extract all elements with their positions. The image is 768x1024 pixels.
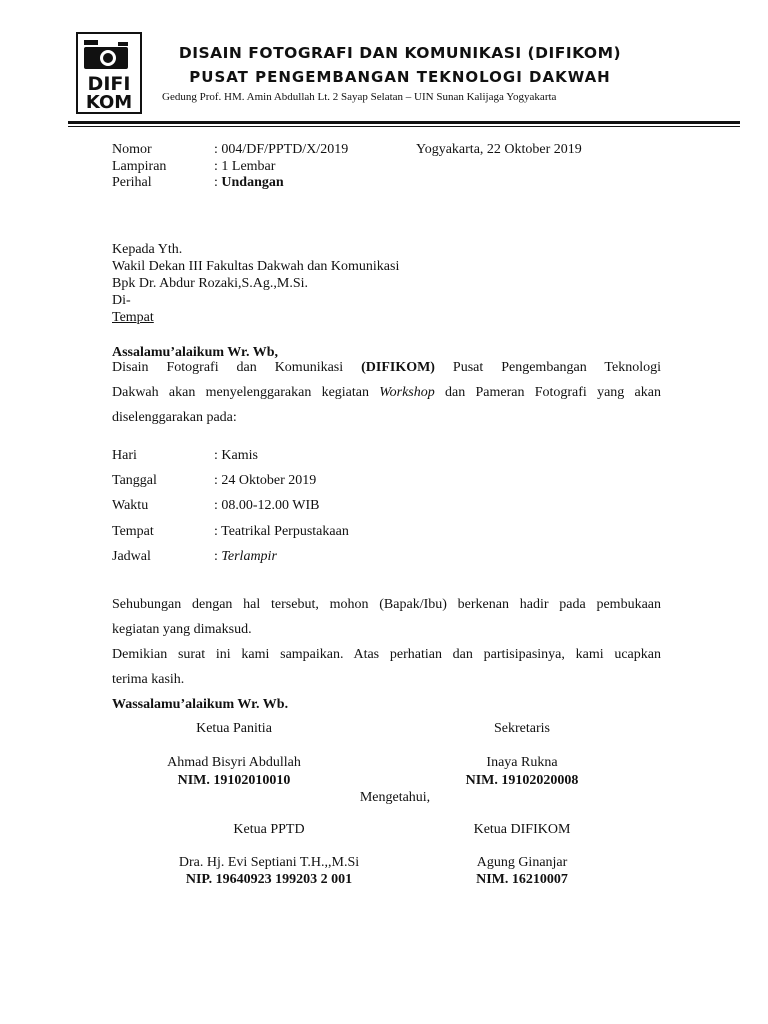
- recipient-line-4: Di-: [112, 293, 131, 308]
- recipient-line-1: Kepada Yth.: [112, 242, 183, 257]
- paragraph-3-line-2: terima kasih.: [112, 672, 185, 687]
- paragraph-3-line-1: Demikian surat ini kami sampaikan. Atas perhatian dan partisipasinya, kami ucapkan: [112, 647, 661, 662]
- ketua-pptd-title: Ketua PPTD: [233, 822, 305, 837]
- sekretaris-title: Sekretaris: [494, 721, 550, 736]
- ketua-difikom-title: Ketua DIFIKOM: [473, 822, 571, 837]
- perihal-value: : Undangan: [214, 175, 284, 190]
- detail-value-hari: : Kamis: [214, 448, 258, 463]
- detail-label-jadwal: Jadwal: [112, 549, 151, 564]
- ketua-panitia-name: Ahmad Bisyri Abdullah: [167, 755, 301, 770]
- paragraph-1-line-1: Disain Fotografi dan Komunikasi (DIFIKOM) Pusat Pengembangan Teknologi: [112, 360, 662, 375]
- recipient-line-3: Bpk Dr. Abdur Rozaki,S.Ag.,M.Si.: [112, 276, 309, 291]
- logo-text-kom: KOM: [85, 92, 133, 112]
- recipient-line-5: Tempat: [112, 310, 154, 325]
- detail-value-jadwal: : Terlampir: [214, 549, 277, 564]
- nomor-value: : 004/DF/PPTD/X/2019: [214, 142, 349, 157]
- closing: Wassalamu’alaikum Wr. Wb.: [112, 697, 289, 712]
- detail-label-waktu: Waktu: [112, 498, 149, 513]
- paragraph-2-line-1: Sehubungan dengan hal tersebut, mohon (Bapak/Ibu) berkenan hadir pada pembukaan: [112, 597, 661, 612]
- detail-value-tanggal: : 24 Oktober 2019: [214, 473, 317, 488]
- sekretaris-id: NIM. 19102020008: [465, 773, 579, 788]
- difikom-logo: [76, 32, 142, 114]
- ketua-panitia-title: Ketua Panitia: [196, 721, 272, 736]
- header-rule-thin: [68, 126, 740, 127]
- letterhead-subtitle: PUSAT PENGEMBANGAN TEKNOLOGI DAKWAH: [189, 68, 611, 86]
- lampiran-value: : 1 Lembar: [214, 159, 276, 174]
- ketua-panitia-id: NIM. 19102010010: [177, 773, 291, 788]
- ketua-difikom-id: NIM. 16210007: [476, 872, 568, 887]
- detail-value-waktu: : 08.00-12.00 WIB: [214, 498, 320, 513]
- paragraph-1-line-2: Dakwah akan menyelenggarakan kegiatan Workshop dan Pameran Fotografi yang akan: [112, 385, 661, 400]
- ketua-pptd-id: NIP. 19640923 199203 2 001: [185, 872, 353, 887]
- detail-label-tempat: Tempat: [112, 524, 154, 539]
- perihal-label: Perihal: [112, 175, 152, 190]
- paragraph-2-line-2: kegiatan yang dimaksud.: [112, 622, 252, 637]
- lampiran-label: Lampiran: [112, 159, 167, 174]
- ketua-difikom-name: Agung Ginanjar: [476, 855, 568, 870]
- detail-label-hari: Hari: [112, 448, 137, 463]
- header-rule-thick: [68, 121, 740, 124]
- ketua-pptd-name: Dra. Hj. Evi Septiani T.H.,,M.Si: [178, 855, 360, 870]
- detail-label-tanggal: Tanggal: [112, 473, 157, 488]
- greeting: Assalamu’alaikum Wr. Wb,: [112, 345, 278, 360]
- recipient-line-2: Wakil Dekan III Fakultas Dakwah dan Komunikasi: [112, 259, 400, 274]
- paragraph-1-line-3: diselenggarakan pada:: [112, 410, 237, 425]
- logo-text-difi: DIFI: [87, 73, 131, 95]
- mengetahui: Mengetahui,: [359, 790, 431, 805]
- sekretaris-name: Inaya Rukna: [486, 755, 558, 770]
- letterhead-address: Gedung Prof. HM. Amin Abdullah Lt. 2 Sayap Selatan – UIN Sunan Kalijaga Yogyakarta: [162, 91, 557, 103]
- detail-value-tempat: : Teatrikal Perpustakaan: [214, 524, 349, 539]
- letter-date: Yogyakarta, 22 Oktober 2019: [416, 142, 582, 157]
- nomor-label: Nomor: [112, 142, 152, 157]
- letterhead-title: DISAIN FOTOGRAFI DAN KOMUNIKASI (DIFIKOM): [178, 44, 622, 62]
- camera-logo-icon: [78, 34, 140, 112]
